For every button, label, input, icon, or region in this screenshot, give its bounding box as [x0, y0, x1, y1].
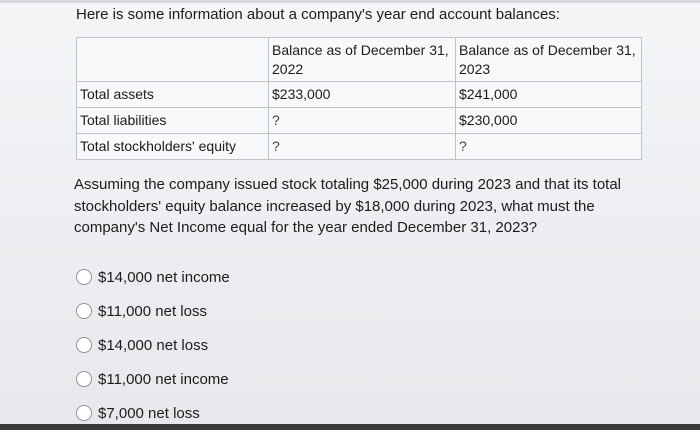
answer-options: [76, 260, 230, 430]
option-11000-net-loss[interactable]: [76, 294, 230, 328]
question-text: Assuming the company issued stock totaling $25,000 during 2023 and that its total stockholders' equity balance increased by $18,000 during 2023, what must the company's Net Income equal for the year ended December 31, 2023?: [74, 176, 622, 236]
header-2023-line1: Balance as of December 31,: [459, 42, 636, 58]
stockholders-equity-2023: ?: [456, 134, 642, 160]
header-empty-cell: [77, 38, 269, 82]
row-label-total-assets: Total assets: [77, 82, 269, 108]
table-row: [77, 134, 642, 160]
radio-button-icon[interactable]: [76, 405, 92, 421]
option-label: $7,000 net loss: [98, 404, 200, 422]
top-strip: [0, 0, 700, 3]
table-header-row: [77, 38, 642, 82]
bottom-strip: [0, 424, 700, 430]
total-liabilities-2022: ?: [269, 108, 456, 134]
total-assets-2023: $241,000: [456, 82, 642, 108]
header-2022-line1: Balance as of December 31,: [272, 42, 449, 58]
balances-table: [76, 37, 642, 160]
header-2022-line2: 2022: [272, 61, 304, 77]
option-label: $11,000 net income: [98, 370, 229, 388]
option-14000-net-income[interactable]: [76, 260, 230, 294]
table-row: [77, 82, 642, 108]
option-11000-net-income[interactable]: [76, 362, 230, 396]
option-label: $11,000 net loss: [98, 302, 207, 320]
radio-button-icon[interactable]: [76, 303, 92, 319]
option-label: $14,000 net loss: [98, 336, 209, 354]
table-row: [77, 108, 642, 134]
total-liabilities-2023: $230,000: [456, 108, 642, 134]
stockholders-equity-2022: ?: [269, 134, 456, 160]
intro-text: Here is some information about a company's year end account balances:: [76, 6, 560, 23]
row-label-total-liabilities: Total liabilities: [77, 108, 269, 134]
total-assets-2022: $233,000: [269, 82, 456, 108]
radio-button-icon[interactable]: [76, 371, 92, 387]
radio-button-icon[interactable]: [76, 269, 92, 285]
option-label: $14,000 net income: [98, 268, 230, 286]
option-14000-net-loss[interactable]: [76, 328, 230, 362]
header-2022: [269, 38, 456, 82]
row-label-stockholders-equity: Total stockholders' equity: [77, 134, 269, 160]
header-2023-line2: 2023: [459, 61, 491, 77]
radio-button-icon[interactable]: [76, 337, 92, 353]
header-2023: [456, 38, 642, 82]
